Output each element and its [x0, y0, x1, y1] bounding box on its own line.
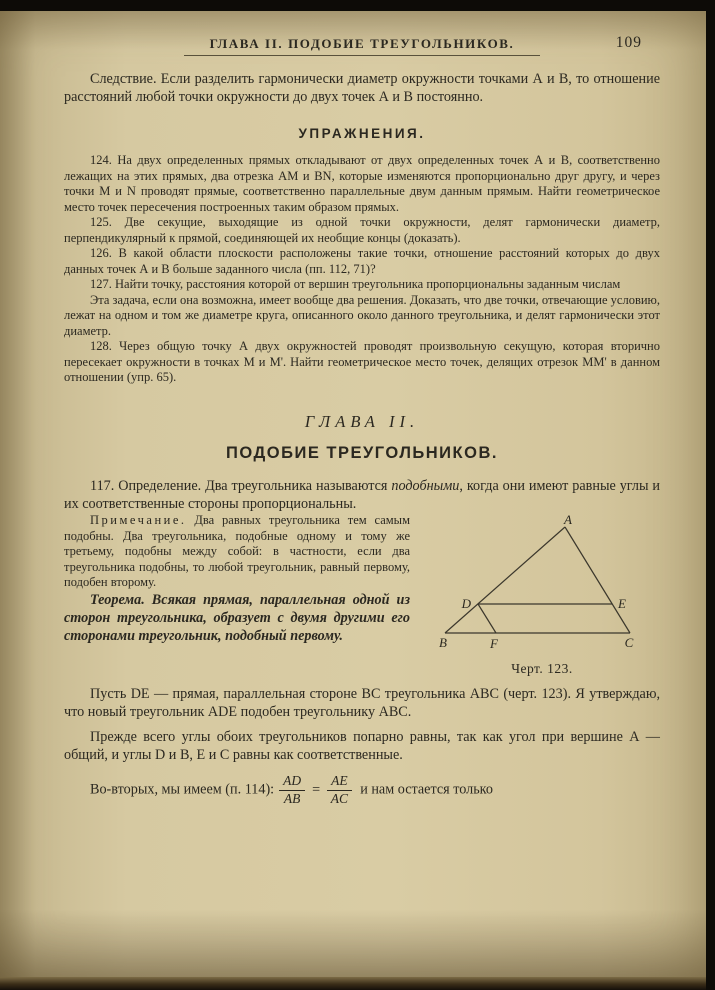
exercises-list — [64, 153, 660, 386]
ratio-paragraph — [64, 774, 660, 806]
definition-emphasis: подобными — [391, 477, 460, 494]
exercise-127: 127. Найти точку, расстояния которой от вершин треугольника пропорциональны заданным числам — [90, 277, 621, 292]
vertex-label-e: E — [618, 596, 626, 612]
page-header — [90, 34, 642, 56]
fraction-denominator-ab: AB — [283, 791, 301, 807]
page-content — [0, 11, 706, 977]
side-ac — [565, 527, 630, 633]
side-ab — [445, 527, 565, 633]
angles-paragraph: Прежде всего углы обоих треугольников попарно равны, так как угол при вершине А — общий, и углы D и В, Е и С равны как соответственные. — [64, 728, 660, 763]
triangle-diagram — [437, 515, 647, 653]
fraction-denominator-ac: AC — [330, 791, 349, 807]
exercise-124: 124. На двух определенных прямых откладывают от двух определенных точек А и В, соответственно лежащих на этих прямых, два отрезка АМ и BN, которые изменяются пропорционально друг другу, и через точки М и N проводят прямые, соответственно параллельные двум данным прямым. Найти геометрическое место точек пересечения построенных таким образом прямых. — [64, 153, 660, 214]
exercise-126: 126. В какой области плоскости расположены такие точки, отношение расстояний которых до двух данных точек А и В больше заданного числа (пп. 112, 71)? — [64, 246, 660, 276]
consequence-paragraph: Следствие. Если разделить гармонически диаметр окружности точками А и В, то отношение расстояний любой точки окружности до двух точек А и В постоянно. — [64, 71, 660, 106]
proof-intro-paragraph: Пусть DE — прямая, параллельная стороне ВС треугольника АВС (черт. 123). Я утверждаю, что новый треугольник ADE подобен треугольнику АВС. — [64, 686, 660, 721]
figure-caption: Черт. 123. — [511, 661, 573, 677]
note-label: Примечание. — [90, 513, 187, 528]
chapter-title: ПОДОБИЕ ТРЕУГОЛЬНИКОВ. — [226, 443, 498, 462]
fraction-numerator-ae: AE — [327, 774, 352, 791]
exercise-127-note: Эта задача, если она возможна, имеет вообще два решения. Доказать, что две точки, отвечающие условию, лежат на одном и том же диаметре круга, описанного около данного треугольника, и делят гармонически этот диаметр. — [64, 292, 661, 338]
fraction-numerator-ad: AD — [279, 774, 305, 791]
figure-123 — [424, 515, 660, 677]
definition-paragraph — [64, 477, 660, 513]
section-117 — [64, 477, 661, 677]
definition-post: , когда они имеют равные углы и их соответственные стороны пропорциональны. — [64, 477, 661, 513]
scan-bottom-edge — [0, 977, 706, 990]
vertex-label-f: F — [490, 636, 498, 652]
ratio-pre-text: Во-вторых, мы имеем (п. 114): — [90, 781, 275, 798]
equals-sign: = — [312, 781, 321, 798]
exercise-125: 125. Две секущие, выходящие из одной точки окружности, делят гармонически диаметр, перпендикулярный к прямой, соединяющей их необщие концы (доказать). — [64, 215, 660, 245]
exercises-heading: УПРАЖНЕНИЯ. — [298, 126, 426, 142]
fraction-ae-ac — [327, 774, 352, 806]
ratio-post-text: и нам остается только — [356, 781, 493, 798]
vertex-label-d: D — [461, 596, 471, 612]
segment-df — [478, 604, 496, 633]
running-title: ГЛАВА II. ПОДОБИЕ ТРЕУГОЛЬНИКОВ. — [184, 36, 541, 56]
theorem-label: Теорема. — [90, 591, 145, 608]
fraction-ad-ab — [279, 774, 305, 806]
exercise-128: 128. Через общую точку А двух окружностей проводят произвольную секущую, которая вторично пересекает окружности в точках М и М'. Найти геометрическое место точек, делящих отрезок ММ' в данном отношении (упр. 65). — [64, 339, 660, 385]
theorem-text: Всякая прямая, параллельная одной из сторон треугольника, образует с двумя другими его сторонами треугольник, подобный первому. — [64, 591, 410, 645]
vertex-label-b: B — [439, 635, 447, 651]
vertex-label-c: C — [624, 635, 634, 651]
definition-pre: 117. Определение. Два треугольника называются — [90, 477, 392, 494]
paper — [0, 11, 706, 977]
page-number: 109 — [615, 34, 642, 51]
vertex-label-a: A — [564, 515, 572, 528]
chapter-label: ГЛАВА II. — [304, 411, 420, 431]
note-text: Два равных треугольника тем самым подобны. Два треугольника, подобные одному и тому же третьему, подобны между собой: в частности, если два треугольника подобны, то любой треугольник, равный первому, подобен второму. — [64, 513, 410, 590]
